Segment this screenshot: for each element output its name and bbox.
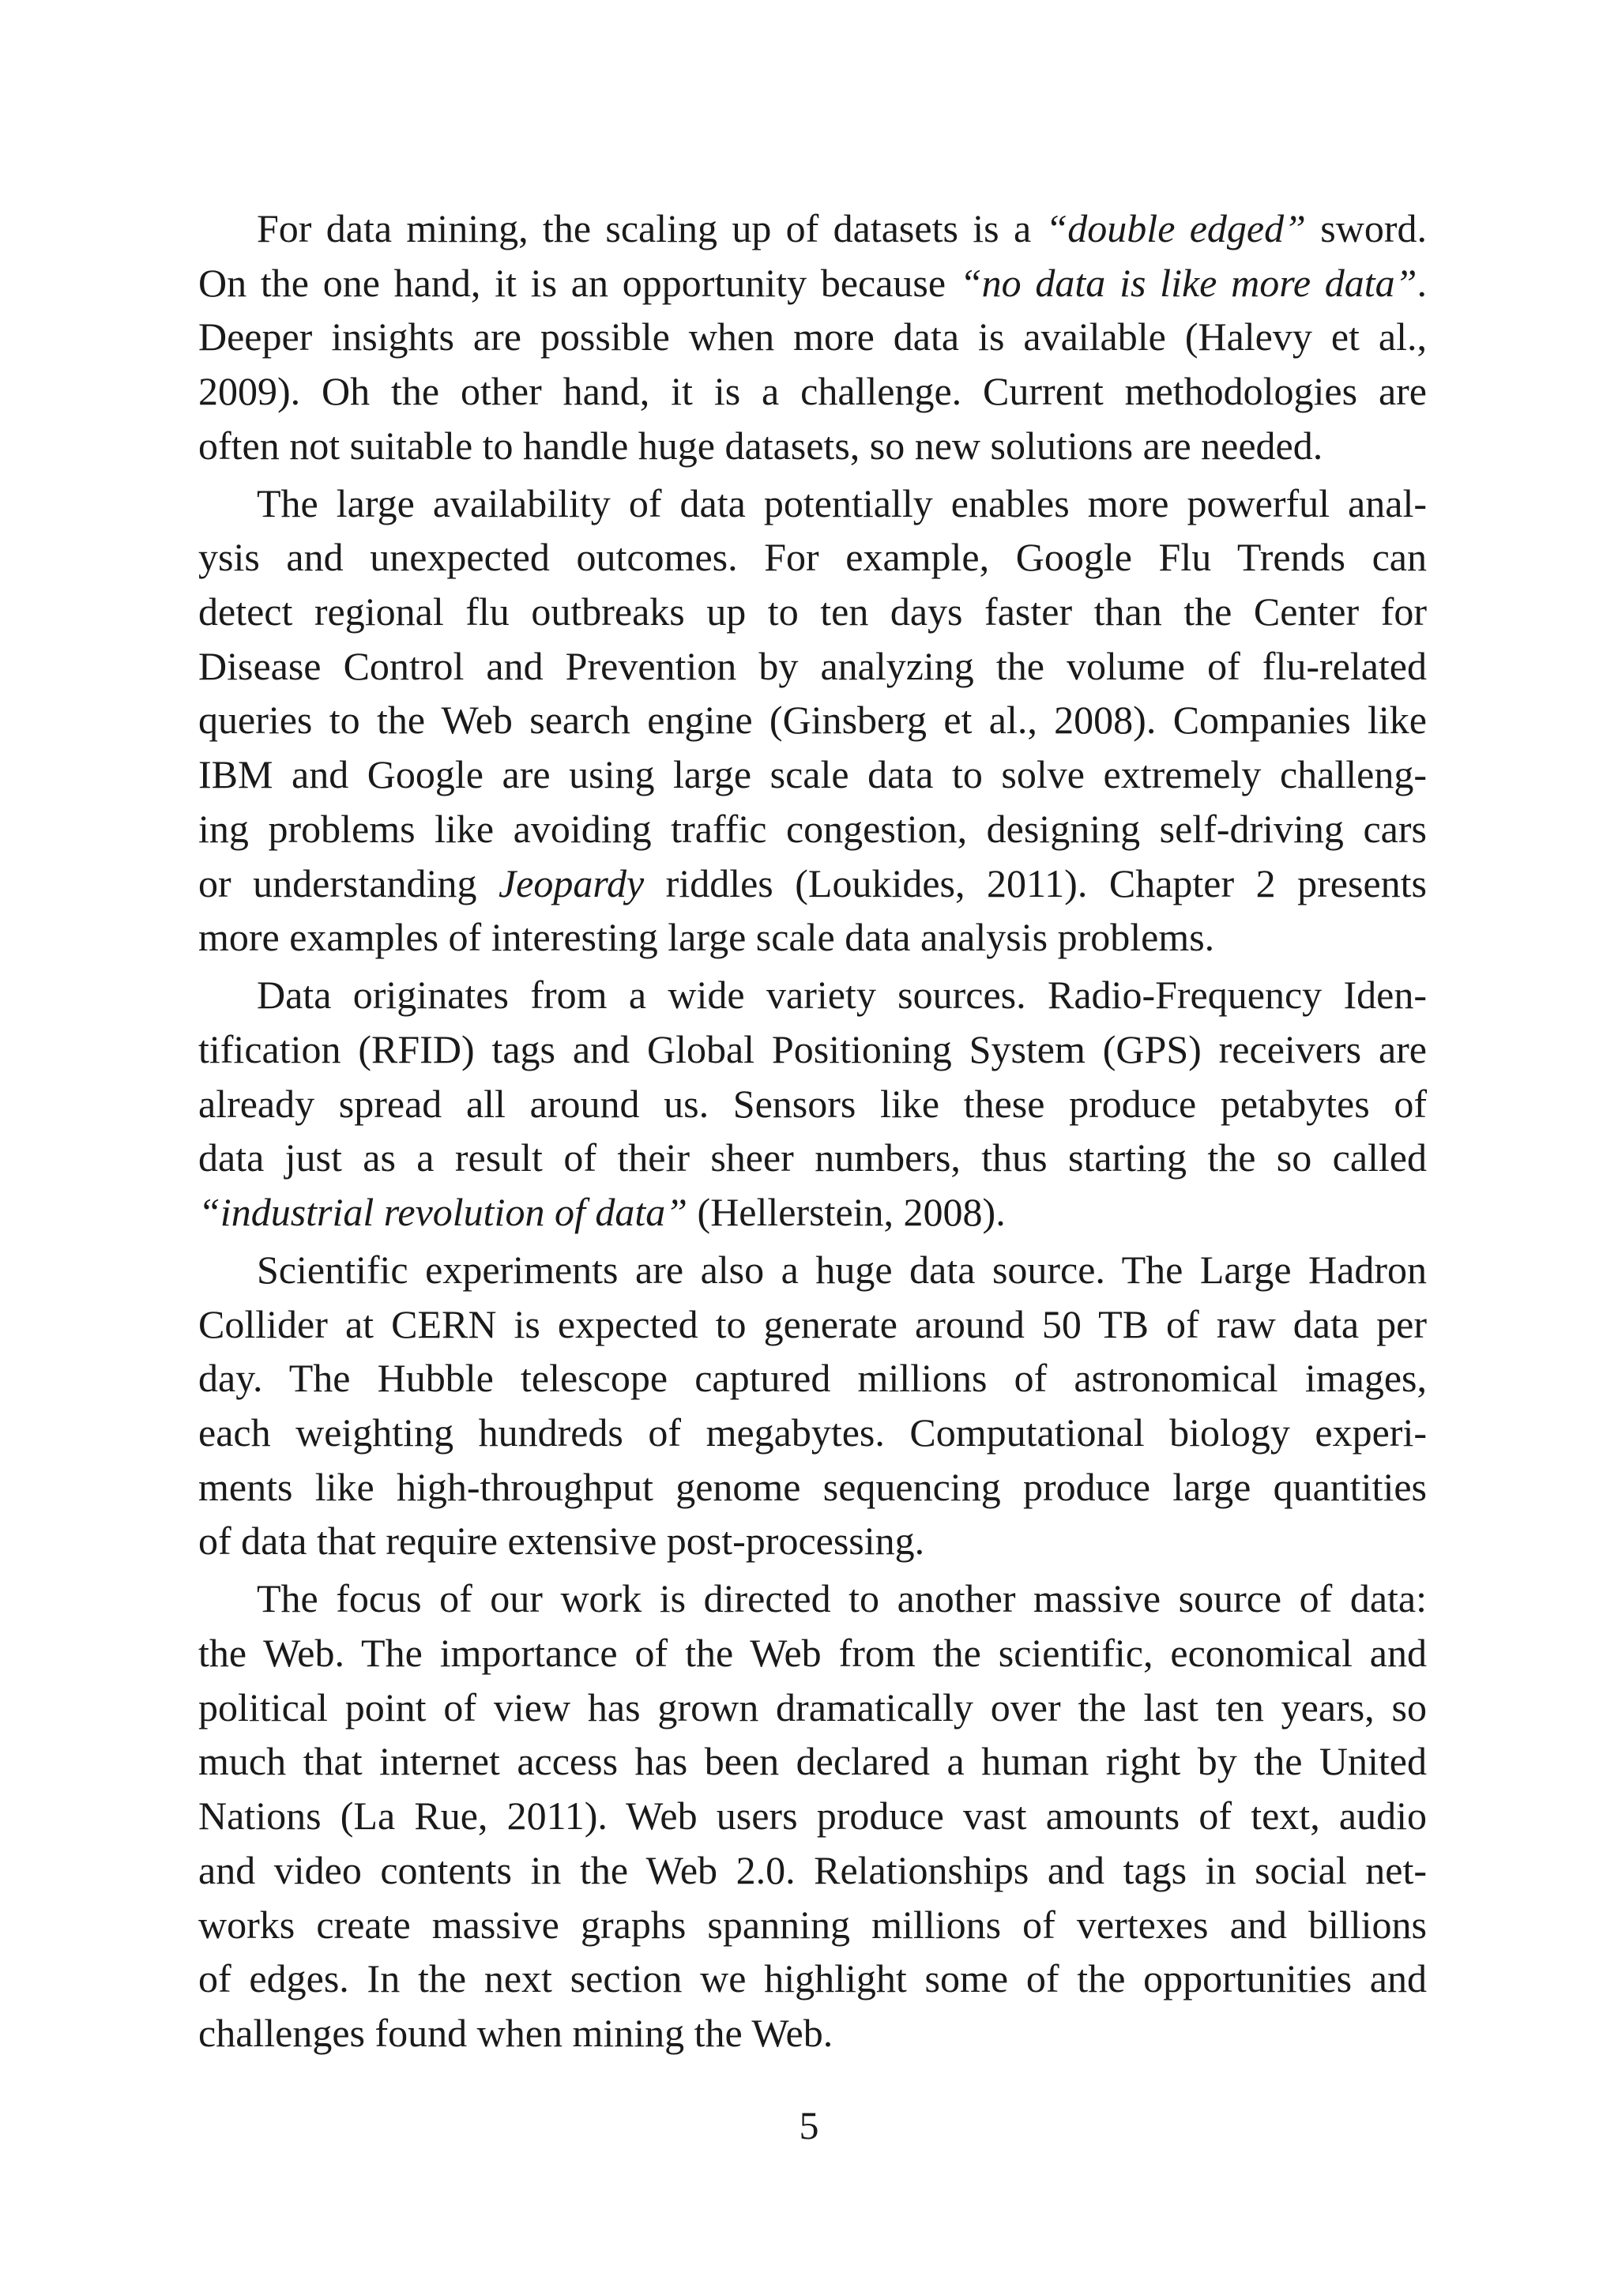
text-line <box>198 1297 1427 1352</box>
text-segment: queries to the Web search engine (Ginsberg et al., 2008). Companies like <box>198 698 1427 743</box>
italic-text: “double edged” <box>1045 206 1306 250</box>
text-line <box>198 476 1427 531</box>
text-line <box>198 1022 1427 1077</box>
text-line <box>198 256 1427 311</box>
text-segment: much that internet access has been declared a human right by the United <box>198 1739 1427 1784</box>
text-segment: (Hellerstein, 2008). <box>687 1189 1006 1234</box>
text-segment: the Web. The importance of the Web from the scientific, economical and <box>198 1631 1427 1676</box>
text-line <box>198 747 1427 802</box>
text-line <box>198 968 1427 1022</box>
text-segment: . <box>1417 260 1427 305</box>
text-segment: riddles (Loukides, 2011). Chapter 2 presents <box>644 860 1427 905</box>
text-line <box>198 1626 1427 1681</box>
text-segment: of edges. In the next section we highlight some of the opportunities and <box>198 1956 1427 2001</box>
text-line <box>198 419 1427 473</box>
text-segment: already spread all around us. Sensors like these produce petabytes of <box>198 1081 1427 1126</box>
text-line <box>198 1243 1427 1297</box>
text-line <box>198 1571 1427 1626</box>
paragraph <box>198 201 1427 472</box>
text-segment: The large availability of data potentially enables more powerful anal- <box>257 480 1427 525</box>
paragraph <box>198 968 1427 1239</box>
text-segment: For data mining, the scaling up of datasets is a <box>257 206 1046 250</box>
text-segment: often not suitable to handle huge datasets, so new solutions are needed. <box>198 423 1323 468</box>
text-line <box>198 1952 1427 2006</box>
text-line <box>198 1406 1427 1460</box>
text-segment: of data that require extensive post-processing. <box>198 1519 925 1564</box>
text-line <box>198 1077 1427 1131</box>
text-segment: and video contents in the Web 2.0. Relationships and tags in social net- <box>198 1847 1427 1892</box>
text-line <box>198 693 1427 747</box>
text-segment: ing problems like avoiding traffic congestion, designing self-driving cars <box>198 806 1427 851</box>
paragraph <box>198 1243 1427 1568</box>
text-line <box>198 910 1427 965</box>
text-segment: Nations (La Rue, 2011). Web users produce vast amounts of text, audio <box>198 1794 1427 1839</box>
page-number: 5 <box>799 2103 819 2147</box>
text-line <box>198 1351 1427 1406</box>
text-segment: 2009). Oh the other hand, it is a challenge. Current methodologies are <box>198 369 1427 414</box>
text-line <box>198 1131 1427 1185</box>
body-text <box>198 201 1427 2064</box>
text-segment: Disease Control and Prevention by analyzing the volume of flu-related <box>198 643 1427 688</box>
text-line <box>198 530 1427 585</box>
text-line <box>198 2006 1427 2061</box>
text-segment: ments like high-throughput genome sequencing produce large quantities <box>198 1464 1427 1509</box>
text-segment: detect regional flu outbreaks up to ten days faster than the Center for <box>198 589 1427 634</box>
text-segment: more examples of interesting large scale data analysis problems. <box>198 915 1215 960</box>
text-line <box>198 1185 1427 1240</box>
text-segment: ysis and unexpected outcomes. For example, Google Flu Trends can <box>198 535 1427 580</box>
italic-text: “no data is like more data” <box>959 260 1417 305</box>
text-segment: Deeper insights are possible when more data is available (Halevy et al., <box>198 314 1427 359</box>
text-segment: Scientific experiments are also a huge data source. The Large Hadron <box>257 1247 1427 1292</box>
text-segment: The focus of our work is directed to another massive source of data: <box>257 1576 1427 1621</box>
text-segment: works create massive graphs spanning millions of vertexes and billions <box>198 1902 1427 1947</box>
text-line <box>198 1681 1427 1735</box>
text-line <box>198 1843 1427 1898</box>
text-segment: tification (RFID) tags and Global Positioning System (GPS) receivers are <box>198 1026 1427 1071</box>
italic-text: “industrial revolution of data” <box>198 1189 688 1234</box>
italic-text: Jeopardy <box>498 860 645 905</box>
text-segment: each weighting hundreds of megabytes. Computational biology experi- <box>198 1410 1427 1455</box>
text-line <box>198 1898 1427 1952</box>
text-segment: Data originates from a wide variety sources. Radio-Frequency Iden- <box>257 973 1427 1018</box>
text-line <box>198 639 1427 694</box>
paragraph <box>198 476 1427 965</box>
text-line <box>198 1460 1427 1515</box>
paragraph <box>198 1571 1427 2060</box>
text-segment: political point of view has grown dramatically over the last ten years, so <box>198 1684 1427 1730</box>
text-line <box>198 1734 1427 1789</box>
text-segment: data just as a result of their sheer numbers, thus starting the so called <box>198 1135 1427 1180</box>
text-line <box>198 1514 1427 1568</box>
text-segment: IBM and Google are using large scale data to solve extremely challeng- <box>198 752 1427 797</box>
text-line <box>198 856 1427 911</box>
text-segment: Collider at CERN is expected to generate around 50 TB of raw data per <box>198 1301 1427 1346</box>
text-segment: or understanding <box>198 860 499 905</box>
text-line <box>198 310 1427 364</box>
text-line <box>198 201 1427 256</box>
text-segment: challenges found when mining the Web. <box>198 2010 833 2055</box>
text-segment: day. The Hubble telescope captured millions of astronomical images, <box>198 1356 1427 1401</box>
text-line <box>198 585 1427 639</box>
text-line <box>198 364 1427 419</box>
text-line <box>198 1789 1427 1843</box>
text-line <box>198 802 1427 856</box>
text-segment: On the one hand, it is an opportunity because <box>198 260 960 305</box>
text-segment: sword. <box>1305 206 1427 250</box>
